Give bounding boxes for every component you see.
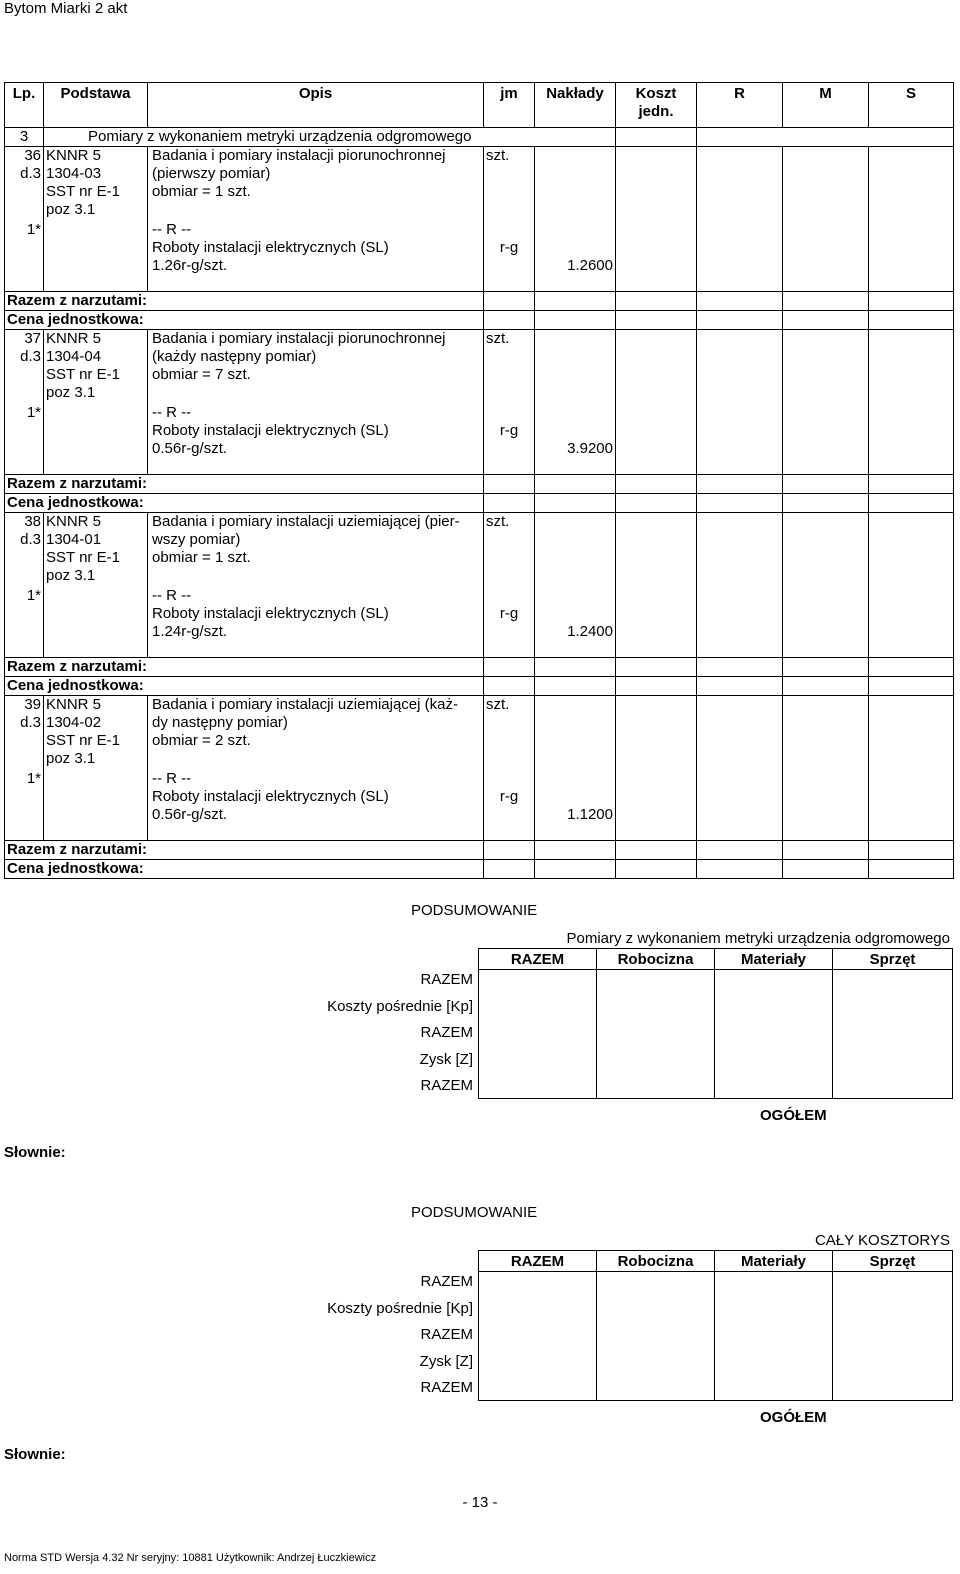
header-s: S: [869, 83, 954, 128]
opis-line: obmiar = 1 szt.: [152, 183, 251, 200]
item-jm: szt. r-g: [484, 330, 535, 475]
item-opis: [148, 330, 484, 475]
item-podstawa: [44, 513, 148, 658]
podstawa-line: 1304-04: [46, 348, 102, 365]
item-podstawa: [44, 330, 148, 475]
resource-marker: -- R --: [152, 587, 192, 604]
summary-row-label: Koszty pośrednie [Kp]: [327, 1299, 473, 1317]
header-m: M: [783, 83, 869, 128]
summary-total-label: OGÓŁEM: [760, 1107, 827, 1124]
summary-subtitle: CAŁY KOSZTORYS: [814, 1232, 950, 1249]
opis-line: Badania i pomiary instalacji piorunochronnej: [152, 147, 446, 164]
opis-line: dy następny pomiar): [152, 714, 288, 731]
cena-row: [5, 311, 954, 330]
item-opis: [148, 513, 484, 658]
resource-unit: r-g: [499, 239, 519, 256]
summary-row-label: RAZEM: [420, 1379, 473, 1396]
summary-col-header: Sprzęt: [833, 949, 953, 970]
podstawa-line: poz 3.1: [46, 750, 96, 767]
cena-row: [5, 860, 954, 879]
resource-marker: -- R --: [152, 404, 192, 421]
header-r: R: [697, 83, 783, 128]
slownie-label: Słownie:: [4, 1144, 66, 1161]
razem-label: Razem z narzutami:: [5, 292, 484, 311]
document-title: Bytom Miarki 2 akt: [4, 0, 128, 17]
item-lp: 39 d.3 1*: [5, 696, 44, 841]
item-naklady: [535, 330, 616, 475]
resource-unit: r-g: [499, 788, 519, 805]
summary-header-row: [479, 949, 953, 970]
resource-qty: 1.2400: [567, 623, 613, 640]
summary-heading: PODSUMOWANIE: [411, 1204, 538, 1221]
resource-norm: 1.26r-g/szt.: [152, 257, 228, 274]
resource-norm: 0.56r-g/szt.: [152, 806, 228, 823]
summary-col-header: RAZEM: [479, 949, 597, 970]
item-naklady: [535, 147, 616, 292]
razem-row: [5, 658, 954, 677]
podstawa-line: SST nr E-1: [46, 366, 120, 383]
resource-name: Roboty instalacji elektrycznych (SL): [152, 422, 389, 439]
table-row: [5, 696, 954, 841]
item-naklady: [535, 513, 616, 658]
item-jm: szt. r-g: [484, 513, 535, 658]
summary-heading: PODSUMOWANIE: [411, 902, 538, 919]
section-number: 3: [5, 128, 44, 147]
resource-index: 1*: [26, 770, 41, 787]
opis-line: Badania i pomiary instalacji piorunochronnej: [152, 330, 446, 347]
podstawa-line: SST nr E-1: [46, 549, 120, 566]
cena-label: Cena jednostkowa:: [5, 860, 484, 879]
resource-qty: 1.1200: [567, 806, 613, 823]
opis-line: obmiar = 2 szt.: [152, 732, 251, 749]
opis-line: Badania i pomiary instalacji uziemiającej (każ-: [152, 696, 458, 713]
opis-line: (pierwszy pomiar): [152, 165, 271, 182]
table-row: [5, 330, 954, 475]
summary-subtitle: Pomiary z wykonaniem metryki urządzenia odgromowego: [566, 930, 950, 947]
summary-total-label: OGÓŁEM: [760, 1409, 827, 1426]
cena-row: [5, 494, 954, 513]
resource-unit: r-g: [499, 422, 519, 439]
podstawa-line: KNNR 5: [46, 513, 102, 530]
item-naklady: [535, 696, 616, 841]
razem-label: Razem z narzutami:: [5, 658, 484, 677]
razem-row: [5, 475, 954, 494]
podstawa-line: KNNR 5: [46, 696, 102, 713]
summary-row-label: RAZEM: [420, 1024, 473, 1041]
header-naklady: Nakłady: [535, 83, 616, 128]
podstawa-line: KNNR 5: [46, 147, 102, 164]
summary-row-label: RAZEM: [420, 1077, 473, 1094]
podstawa-line: 1304-01: [46, 531, 102, 548]
resource-norm: 1.24r-g/szt.: [152, 623, 228, 640]
resource-name: Roboty instalacji elektrycznych (SL): [152, 788, 389, 805]
header-lp: Lp.: [5, 83, 44, 128]
summary-col-header: Robocizna: [597, 1251, 715, 1272]
podstawa-line: poz 3.1: [46, 384, 96, 401]
header-koszt: Koszt jedn.: [616, 83, 697, 128]
podstawa-line: 1304-02: [46, 714, 102, 731]
summary-table: [478, 948, 953, 1099]
header-opis: Opis: [148, 83, 484, 128]
cena-label: Cena jednostkowa:: [5, 677, 484, 696]
razem-row: [5, 292, 954, 311]
resource-name: Roboty instalacji elektrycznych (SL): [152, 239, 389, 256]
resource-qty: 1.2600: [567, 257, 613, 274]
item-opis: [148, 147, 484, 292]
page-number: - 13 -: [462, 1494, 498, 1511]
summary-col-header: Materiały: [715, 1251, 833, 1272]
cena-row: [5, 677, 954, 696]
summary-col-header: RAZEM: [479, 1251, 597, 1272]
summary-row-label: Koszty pośrednie [Kp]: [327, 997, 473, 1015]
item-lp: 38 d.3 1*: [5, 513, 44, 658]
header-podstawa: Podstawa: [44, 83, 148, 128]
resource-name: Roboty instalacji elektrycznych (SL): [152, 605, 389, 622]
summary-row-label: Zysk [Z]: [419, 1050, 473, 1068]
summary-table: [478, 1250, 953, 1401]
item-jm: szt. r-g: [484, 147, 535, 292]
summary-col-header: Materiały: [715, 949, 833, 970]
table-row: [5, 513, 954, 658]
podstawa-line: SST nr E-1: [46, 183, 120, 200]
item-jm: szt. r-g: [484, 696, 535, 841]
resource-marker: -- R --: [152, 221, 192, 238]
razem-label: Razem z narzutami:: [5, 475, 484, 494]
podstawa-line: 1304-03: [46, 165, 102, 182]
razem-row: [5, 841, 954, 860]
section-row: [5, 128, 954, 147]
item-podstawa: [44, 147, 148, 292]
resource-index: 1*: [26, 404, 41, 421]
razem-label: Razem z narzutami:: [5, 841, 484, 860]
podstawa-line: KNNR 5: [46, 330, 102, 347]
summary-row-label: RAZEM: [420, 1326, 473, 1343]
podstawa-line: poz 3.1: [46, 567, 96, 584]
cost-estimate-table: [4, 82, 954, 879]
summary-row-label: RAZEM: [420, 971, 473, 988]
opis-line: obmiar = 7 szt.: [152, 366, 251, 383]
footer-text: Norma STD Wersja 4.32 Nr seryjny: 10881 Użytkownik: Andrzej Łuczkiewicz: [4, 1552, 377, 1564]
opis-line: obmiar = 1 szt.: [152, 549, 251, 566]
resource-qty: 3.9200: [567, 440, 613, 457]
cena-label: Cena jednostkowa:: [5, 494, 484, 513]
summary-row-label: RAZEM: [420, 1273, 473, 1290]
opis-line: Badania i pomiary instalacji uziemiającej (pier-: [152, 513, 460, 530]
podstawa-line: SST nr E-1: [46, 732, 120, 749]
podstawa-line: poz 3.1: [46, 201, 96, 218]
cena-label: Cena jednostkowa:: [5, 311, 484, 330]
resource-unit: r-g: [499, 605, 519, 622]
resource-index: 1*: [26, 221, 41, 238]
item-podstawa: [44, 696, 148, 841]
table-header-row: [5, 83, 954, 128]
slownie-label: Słownie:: [4, 1446, 66, 1463]
opis-line: wszy pomiar): [152, 531, 241, 548]
resource-index: 1*: [26, 587, 41, 604]
item-lp: 36 d.3 1*: [5, 147, 44, 292]
summary-col-header: Robocizna: [597, 949, 715, 970]
header-jm: jm: [484, 83, 535, 128]
summary-row-label: Zysk [Z]: [419, 1352, 473, 1370]
summary-col-header: Sprzęt: [833, 1251, 953, 1272]
resource-marker: -- R --: [152, 770, 192, 787]
resource-norm: 0.56r-g/szt.: [152, 440, 228, 457]
table-row: [5, 147, 954, 292]
summary-header-row: [479, 1251, 953, 1272]
item-lp: 37 d.3 1*: [5, 330, 44, 475]
opis-line: (każdy następny pomiar): [152, 348, 317, 365]
section-title: Pomiary z wykonaniem metryki urządzenia odgromowego: [44, 128, 616, 147]
item-opis: [148, 696, 484, 841]
